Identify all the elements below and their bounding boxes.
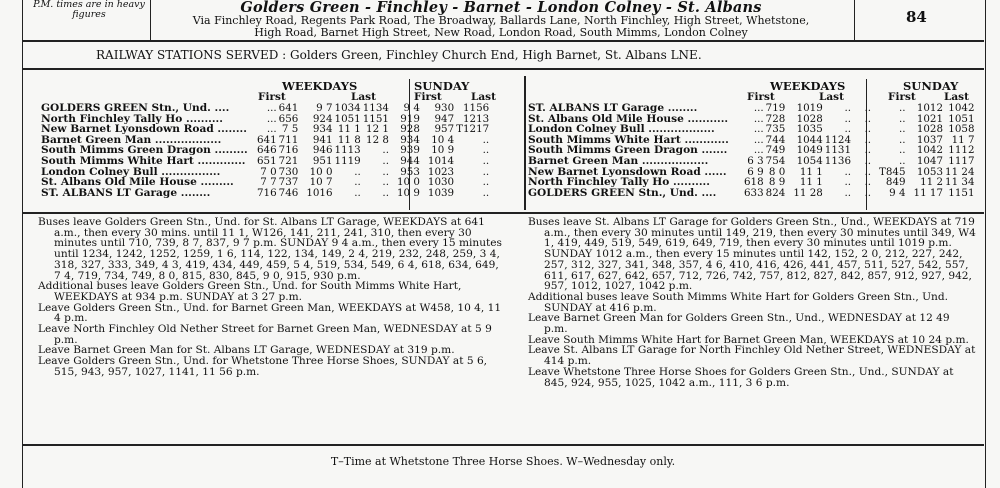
left-sunday-last: Last (471, 91, 496, 103)
time-cell: 6 3 (747, 154, 764, 167)
left-timetable (40, 103, 490, 198)
time-cell: .. (482, 186, 490, 199)
service-note: Leave St. Albans LT Garage for North Finchley Old Nether Street, WEDNESDAY at 414 p.m. (528, 344, 976, 368)
time-cell: 939 (400, 144, 420, 157)
timetable-row (527, 156, 976, 167)
right-weekdays-last: Last (819, 91, 844, 103)
time-cell: 1039 (427, 186, 455, 199)
time-cell: 951 (312, 154, 333, 167)
time-cell: T845 (879, 165, 906, 178)
time-cell: .. (482, 176, 490, 189)
time-cell: .. (899, 133, 906, 146)
time-cell: 6 9 (747, 165, 764, 178)
service-note: Leave Barnet Green Man for St. Albans LT Garage, WEDNESDAY at 319 p.m. (38, 344, 455, 357)
time-cell: .. (864, 102, 872, 114)
time-cell: 1019 (796, 102, 823, 114)
time-cell: 919 (400, 112, 420, 125)
time-cell: 1030 (427, 176, 455, 189)
time-cell: .. (354, 165, 361, 178)
right-sunday-last: Last (944, 91, 969, 103)
time-cell: 641 (278, 102, 299, 114)
time-cell: 11 1 (337, 123, 361, 136)
time-cell: 824 (765, 186, 786, 199)
notes-left (38, 217, 506, 378)
time-cell: 11 34 (945, 176, 975, 189)
time-cell: 941 (312, 133, 333, 146)
time-cell: 1042 (948, 102, 975, 114)
time-cell: 1151 (362, 112, 389, 125)
time-cell: 1117 (948, 154, 975, 167)
time-cell: .. (844, 112, 852, 125)
time-cell: 1051 (334, 112, 361, 125)
stop-name: London Colney Bull .................. (528, 123, 715, 136)
time-cell: 8 0 (768, 165, 786, 178)
time-cell: .. (354, 186, 361, 199)
service-note: Leave North Finchley Old Nether Street for Barnet Green Man, WEDNESDAY at 5 9 p.m. (38, 323, 492, 346)
left-sunday-heading: SUNDAY (414, 79, 470, 93)
time-cell: 1023 (427, 165, 455, 178)
time-cell: .. (382, 165, 389, 178)
time-cell: 1044 (796, 133, 823, 146)
time-cell: ... (266, 123, 277, 136)
time-cell: 10 4 (431, 133, 455, 146)
time-cell: .. (864, 176, 872, 189)
right-sunday-heading: SUNDAY (903, 79, 959, 93)
time-cell: .. (864, 186, 872, 199)
time-cell: 1151 (948, 186, 975, 199)
time-cell: 9 4 (889, 186, 906, 199)
stop-name: ST. ALBANS LT Garage ........ (528, 102, 698, 114)
time-cell: 10 0 (396, 176, 420, 189)
time-cell: 1131 (824, 144, 852, 157)
time-cell: 728 (765, 112, 786, 125)
right-timetable (527, 103, 976, 198)
time-cell: 7 5 (281, 123, 299, 136)
service-note: Leave South Mimms White Hart for Barnet Green Man, WEEKDAYS at 10 24 p.m. (528, 333, 969, 346)
timetable-row (40, 103, 490, 114)
time-cell: .. (844, 186, 852, 199)
time-cell: 11 28 (793, 186, 823, 199)
time-cell: ... (753, 112, 764, 125)
stop-name: St. Albans Old Mile House ........... (528, 112, 729, 125)
time-cell: 1012 (916, 102, 944, 114)
time-cell: 10 7 (309, 176, 333, 189)
time-cell: 1156 (462, 102, 490, 114)
time-cell: 934 (400, 133, 420, 146)
service-note: Additional buses leave South Mimms White Hart for Golders Green Stn., Und. SUNDAY at 416 p.m. (528, 290, 948, 314)
time-cell: .. (354, 176, 361, 189)
footer-key: T–Time at Whetstone Three Horse Shoes. W–Wednesday only. (330, 455, 676, 468)
time-cell: 719 (765, 102, 786, 114)
time-cell: 656 (278, 112, 299, 125)
notes-rule (22, 444, 984, 446)
service-note: Leave Barnet Green Man for Golders Green Stn., Und., WEDNESDAY at 12 49 p.m. (528, 312, 950, 336)
time-cell: 711 (278, 133, 299, 146)
timetable-row (40, 156, 490, 167)
time-cell: 1112 (948, 144, 975, 157)
time-cell: 1051 (948, 112, 975, 125)
right-weekdays-first: First (747, 91, 775, 103)
service-note: Leave Golders Green Stn., Und. for Whetstone Three Horse Shoes, SUNDAY at 5 6, 515, 943, 957, 1027, 1141, 11 56 p.m. (38, 355, 488, 378)
stop-name: North Finchley Tally Ho .......... (41, 112, 223, 125)
time-cell: 1014 (427, 154, 455, 167)
time-cell: .. (899, 154, 906, 167)
time-cell: .. (864, 165, 872, 178)
time-cell: 934 (312, 123, 333, 136)
time-cell: ... (753, 102, 764, 114)
time-cell: 849 (885, 176, 906, 189)
route-title: Golders Green - Finchley - Barnet - London Colney - St. Albans (240, 0, 762, 16)
time-cell: 9 7 (316, 102, 333, 114)
service-note: Leave Golders Green Stn., Und. for Barnet Green Man, WEEKDAYS at W458, 10 4, 11 4 p.m. (38, 301, 502, 325)
time-cell: 618 (744, 176, 764, 189)
time-cell: 9 4 (403, 102, 420, 114)
time-cell: .. (899, 112, 906, 125)
right-sunday-first: First (888, 91, 916, 103)
stop-name: GOLDERS GREEN Stn., Und. .... (528, 186, 717, 199)
time-cell: 1053 (916, 165, 944, 178)
time-cell: .. (482, 133, 490, 146)
route-via (150, 15, 852, 39)
time-cell: 633 (744, 186, 764, 199)
route-via-line-1: Via Finchley Road, Regents Park Road, The Broadway, Ballards Lane, North Finchley, High Street, Whetstone, (192, 14, 810, 27)
tables-rule (22, 212, 984, 214)
time-cell: 749 (765, 144, 786, 157)
time-cell: 946 (312, 144, 333, 157)
time-cell: .. (864, 154, 872, 167)
time-cell: 11 17 (913, 186, 944, 199)
time-cell: 1113 (334, 144, 361, 157)
timetable-row (40, 188, 490, 199)
time-cell: 721 (278, 154, 299, 167)
time-cell: .. (482, 165, 490, 178)
time-cell: 1042 (916, 144, 944, 157)
route-via-line-2: High Road, Barnet High Street, New Road, London Road, South Mimms, London Colney (254, 26, 748, 39)
time-cell: 1049 (796, 144, 823, 157)
time-cell: 1035 (796, 123, 823, 136)
time-cell: .. (844, 123, 852, 136)
time-cell: ... (753, 144, 764, 157)
time-cell: .. (864, 112, 872, 125)
left-weekdays-first: First (258, 91, 286, 103)
service-note: Buses leave St. Albans LT Garage for Golders Green Stn., Und., WEEKDAYS at 719 a.m., then every 30 minutes until 149, 219, then every 30 minutes until 349, W4 1, 419, 449, 519, 549, 619, 649, 719, then every 30 minutes until 1019 p.m. SUNDAY 1012 a.m., then every 15 minutes until 142, 152, 2 0, 212, 227, 242, 257, 312, 327, 341, 348, 357, 4 6, 410, 416, 426, 441, 457, 511, 527, 542, 557, 611, 617, 627, 642, 657, 712, 726, 742, 757, 812, 827, 842, 857, 912, 927, 942, 957, 1012, 1027, 1042 p.m. (528, 216, 976, 293)
time-cell: 1058 (948, 123, 975, 136)
notes-right (528, 217, 976, 388)
time-cell: 1037 (916, 133, 944, 146)
time-cell: 947 (434, 112, 455, 125)
stop-name: South Mimms White Hart ............ (528, 133, 729, 146)
time-cell: 10 0 (309, 165, 333, 178)
time-cell: 1134 (362, 102, 389, 114)
stop-name: Barnet Green Man .................. (528, 154, 709, 167)
time-cell: .. (382, 176, 389, 189)
time-cell: 928 (400, 123, 420, 136)
time-cell: 11 2 (920, 176, 944, 189)
time-cell: ... (753, 133, 764, 146)
stop-name: GOLDERS GREEN Stn., Und. .... (41, 102, 230, 114)
time-cell: ... (266, 112, 277, 125)
time-cell: .. (864, 144, 872, 157)
time-cell: 1119 (334, 154, 361, 167)
timetable-row (527, 188, 976, 199)
time-cell: .. (899, 123, 906, 136)
time-cell: 11 7 (951, 133, 975, 146)
time-cell: 754 (765, 154, 786, 167)
time-cell: 646 (257, 144, 277, 157)
time-cell: 746 (278, 186, 299, 199)
stop-name: South Mimms White Hart ............. (41, 154, 246, 167)
time-cell: .. (864, 133, 872, 146)
time-cell: 8 9 (768, 176, 786, 189)
left-sunday-first: First (414, 91, 442, 103)
time-cell: 716 (257, 186, 277, 199)
stop-name: North Finchley Tally Ho .......... (528, 176, 710, 189)
service-note: Buses leave Golders Green Stn., Und. for St. Albans LT Garage, WEEKDAYS at 641 a.m., then every 30 mins. until 11 1, W126, 141, 211, 241, 310, then every 30 minutes until 710, 739, 8 7, 837, 9 7 p.m. SUNDAY 9 4 a.m., then every 15 minutes until 1234, 1242, 1252, 1259, 1 6, 114, 122, 134, 149, 2 4, 219, 232, 248, 259, 3 4, 318, 327, 333, 349, 4 3, 419, 434, 449, 459, 5 4, 519, 534, 549, 6 4, 618, 634, 649, 7 4, 719, 734, 749, 8 0, 815, 830, 845, 9 0, 915, 930 p.m. (38, 216, 502, 282)
time-cell: 651 (257, 154, 277, 167)
time-cell: 1136 (824, 154, 852, 167)
time-cell: 1047 (916, 154, 944, 167)
timetable-row (527, 103, 976, 114)
time-cell: ... (266, 102, 277, 114)
time-cell: 1054 (796, 154, 823, 167)
stop-name: Barnet Green Man .................. (41, 133, 222, 146)
time-cell: 7 7 (260, 176, 277, 189)
header-rule (22, 40, 984, 42)
time-cell: 12 8 (366, 133, 389, 146)
time-cell: .. (382, 154, 389, 167)
time-cell: 1034 (334, 102, 361, 114)
service-note: Leave Whetstone Three Horse Shoes for Golders Green Stn., Und., SUNDAY at 845, 924, 955, 1025, 1042 a.m., 111, 3 6 p.m. (528, 365, 954, 389)
time-cell: 11 1 (799, 165, 823, 178)
time-cell: 10 9 (431, 144, 455, 157)
time-cell: .. (482, 154, 490, 167)
time-cell: .. (844, 176, 852, 189)
time-cell: 1213 (462, 112, 490, 125)
stations-rule (22, 68, 984, 70)
time-cell: T1217 (456, 123, 490, 136)
time-cell: 10 9 (396, 186, 420, 199)
stop-name: ST. ALBANS LT Garage ........ (41, 186, 211, 199)
pm-times-note: P.M. times are in heavy figures (33, 0, 145, 20)
time-cell: .. (899, 144, 906, 157)
time-cell: 930 (434, 102, 455, 114)
page-number: 84 (906, 8, 927, 26)
tables-divider (524, 76, 526, 210)
time-cell: 1124 (824, 133, 852, 146)
stop-name: St. Albans Old Mile House ......... (41, 176, 234, 189)
stop-name: South Mimms Green Dragon ......... (41, 144, 248, 157)
left-weekdays-heading: WEEKDAYS (282, 79, 358, 93)
time-cell: 730 (278, 165, 299, 178)
time-cell: 1021 (916, 112, 944, 125)
time-cell: 12 1 (366, 123, 389, 136)
time-cell: 1016 (306, 186, 333, 199)
time-cell: .. (844, 165, 852, 178)
right-weekdays-heading: WEEKDAYS (770, 79, 846, 93)
time-cell: 11 24 (945, 165, 975, 178)
time-cell: .. (864, 123, 872, 136)
time-cell: .. (844, 102, 852, 114)
railway-stations-served: RAILWAY STATIONS SERVED : Golders Green, Finchley Church End, High Barnet, St. Albans LNE. (96, 48, 702, 62)
time-cell: 1028 (916, 123, 944, 136)
time-cell: .. (382, 144, 389, 157)
time-cell: 957 (434, 123, 455, 136)
time-cell: 716 (278, 144, 299, 157)
stop-name: London Colney Bull ................ (41, 165, 221, 178)
time-cell: 735 (765, 123, 786, 136)
time-cell: .. (899, 102, 906, 114)
time-cell: 737 (278, 176, 299, 189)
time-cell: ... (753, 123, 764, 136)
time-cell: 11 1 (799, 176, 823, 189)
time-cell: .. (482, 144, 490, 157)
time-cell: 1028 (796, 112, 823, 125)
time-cell: 7 0 (260, 165, 277, 178)
time-cell: 744 (765, 133, 786, 146)
time-cell: 953 (400, 165, 420, 178)
time-cell: 924 (312, 112, 333, 125)
service-note: Additional buses leave Golders Green Stn., Und. for South Mimms White Hart, WEEKDAYS at 934 p.m. SUNDAY at 3 27 p.m. (38, 280, 462, 303)
time-cell: 641 (257, 133, 277, 146)
stop-name: New Barnet Lyonsdown Road ........ (41, 123, 247, 136)
time-cell: .. (382, 186, 389, 199)
stop-name: South Mimms Green Dragon ....... (528, 144, 728, 157)
left-weekdays-last: Last (351, 91, 376, 103)
time-cell: 944 (400, 154, 420, 167)
time-cell: 11 8 (337, 133, 361, 146)
stop-name: New Barnet Lyonsdown Road ...... (528, 165, 727, 178)
